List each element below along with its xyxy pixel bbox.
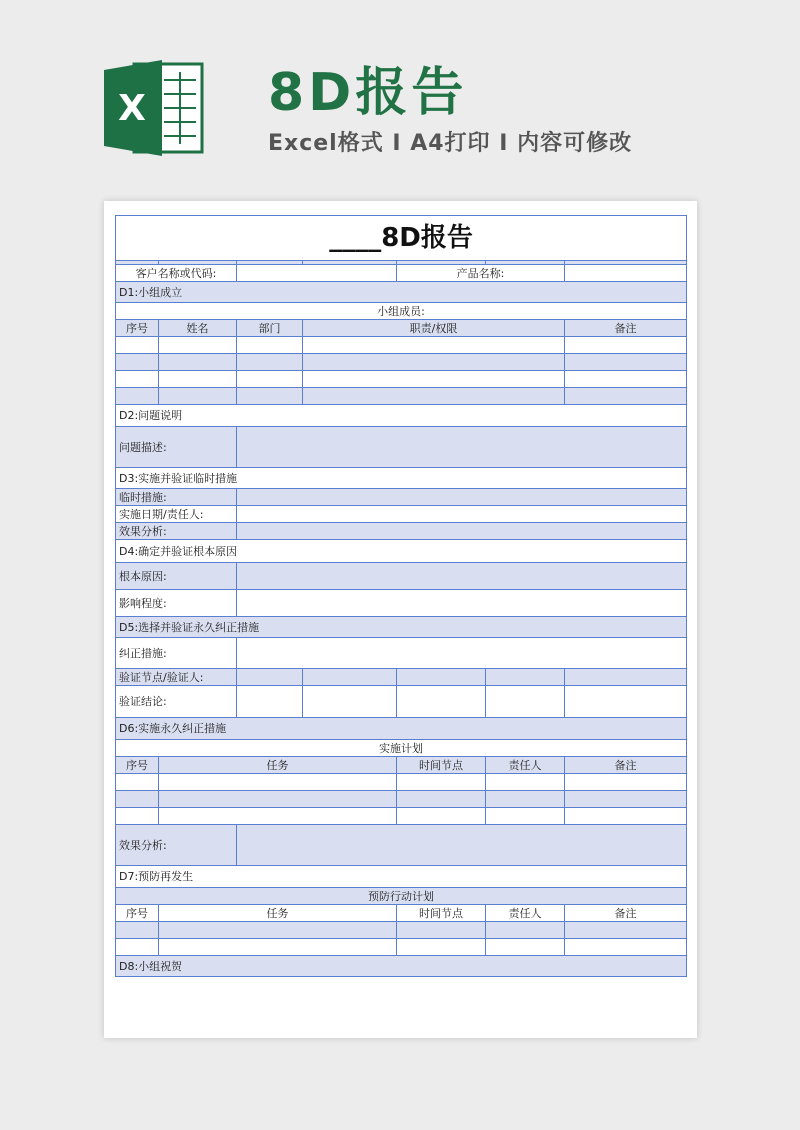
prevent-col-time: 时间节点	[397, 905, 486, 922]
verify-node-field[interactable]	[397, 669, 486, 686]
prevent-col-no: 序号	[116, 905, 159, 922]
excel-logo-icon	[104, 60, 204, 156]
effect-analysis-field[interactable]	[237, 523, 687, 540]
table-row[interactable]	[116, 939, 687, 956]
verify-node-field[interactable]	[303, 669, 397, 686]
d8-heading: D8:小组祝贺	[116, 956, 687, 977]
members-label: 小组成员:	[116, 303, 687, 320]
table-row[interactable]	[116, 337, 687, 354]
page-title: 8D报告	[268, 63, 468, 123]
corrective-field[interactable]	[237, 638, 687, 669]
verify-node-label: 验证节点/验证人:	[116, 669, 237, 686]
verify-result-field[interactable]	[486, 686, 565, 718]
table-row[interactable]	[116, 922, 687, 939]
d2-heading: D2:问题说明	[116, 405, 687, 427]
problem-desc-field[interactable]	[237, 427, 687, 468]
effect-analysis2-label: 效果分析:	[116, 825, 237, 866]
impact-field[interactable]	[237, 590, 687, 617]
impl-date-field[interactable]	[237, 506, 687, 523]
verify-node-field[interactable]	[486, 669, 565, 686]
impl-plan-label: 实施计划	[116, 740, 687, 757]
corrective-label: 纠正措施:	[116, 638, 237, 669]
col-dept: 部门	[237, 320, 303, 337]
col-name: 姓名	[159, 320, 237, 337]
verify-node-field[interactable]	[237, 669, 303, 686]
impl-date-label: 实施日期/责任人:	[116, 506, 237, 523]
effect-analysis2-field[interactable]	[237, 825, 687, 866]
root-cause-field[interactable]	[237, 563, 687, 590]
verify-result-field[interactable]	[303, 686, 397, 718]
col-no: 序号	[116, 320, 159, 337]
prevent-col-owner: 责任人	[486, 905, 565, 922]
customer-field[interactable]	[237, 265, 397, 282]
root-cause-label: 根本原因:	[116, 563, 237, 590]
report-title: ____8D报告	[116, 216, 687, 261]
table-row[interactable]	[116, 774, 687, 791]
report-sheet	[104, 201, 697, 1038]
d3-heading: D3:实施并验证临时措施	[116, 468, 687, 489]
temp-measures-field[interactable]	[237, 489, 687, 506]
plan-col-note: 备注	[565, 757, 687, 774]
d1-heading: D1:小组成立	[116, 282, 687, 303]
col-note: 备注	[565, 320, 687, 337]
verify-result-field[interactable]	[565, 686, 687, 718]
verify-result-label: 验证结论:	[116, 686, 237, 718]
table-row[interactable]	[116, 808, 687, 825]
table-row[interactable]	[116, 371, 687, 388]
prevent-col-note: 备注	[565, 905, 687, 922]
temp-measures-label: 临时措施:	[116, 489, 237, 506]
product-label: 产品名称:	[397, 265, 565, 282]
table-row[interactable]	[116, 388, 687, 405]
prevent-col-task: 任务	[159, 905, 397, 922]
plan-col-owner: 责任人	[486, 757, 565, 774]
impact-label: 影响程度:	[116, 590, 237, 617]
problem-desc-label: 问题描述:	[116, 427, 237, 468]
table-row[interactable]	[116, 791, 687, 808]
report-table	[115, 215, 687, 977]
d7-heading: D7:预防再发生	[116, 866, 687, 888]
customer-label: 客户名称或代码:	[116, 265, 237, 282]
verify-result-field[interactable]	[397, 686, 486, 718]
col-duty: 职责/权限	[303, 320, 565, 337]
page-subtitle: Excel格式 I A4打印 I 内容可修改	[268, 131, 633, 156]
plan-col-no: 序号	[116, 757, 159, 774]
verify-result-field[interactable]	[237, 686, 303, 718]
table-row[interactable]	[116, 354, 687, 371]
d5-heading: D5:选择并验证永久纠正措施	[116, 617, 687, 638]
plan-col-task: 任务	[159, 757, 397, 774]
effect-analysis-label: 效果分析:	[116, 523, 237, 540]
d4-heading: D4:确定并验证根本原因	[116, 540, 687, 563]
verify-node-field[interactable]	[565, 669, 687, 686]
product-field[interactable]	[565, 265, 687, 282]
plan-col-time: 时间节点	[397, 757, 486, 774]
svg-text:X: X	[118, 88, 146, 129]
d6-heading: D6:实施永久纠正措施	[116, 718, 687, 740]
prevent-plan-label: 预防行动计划	[116, 888, 687, 905]
